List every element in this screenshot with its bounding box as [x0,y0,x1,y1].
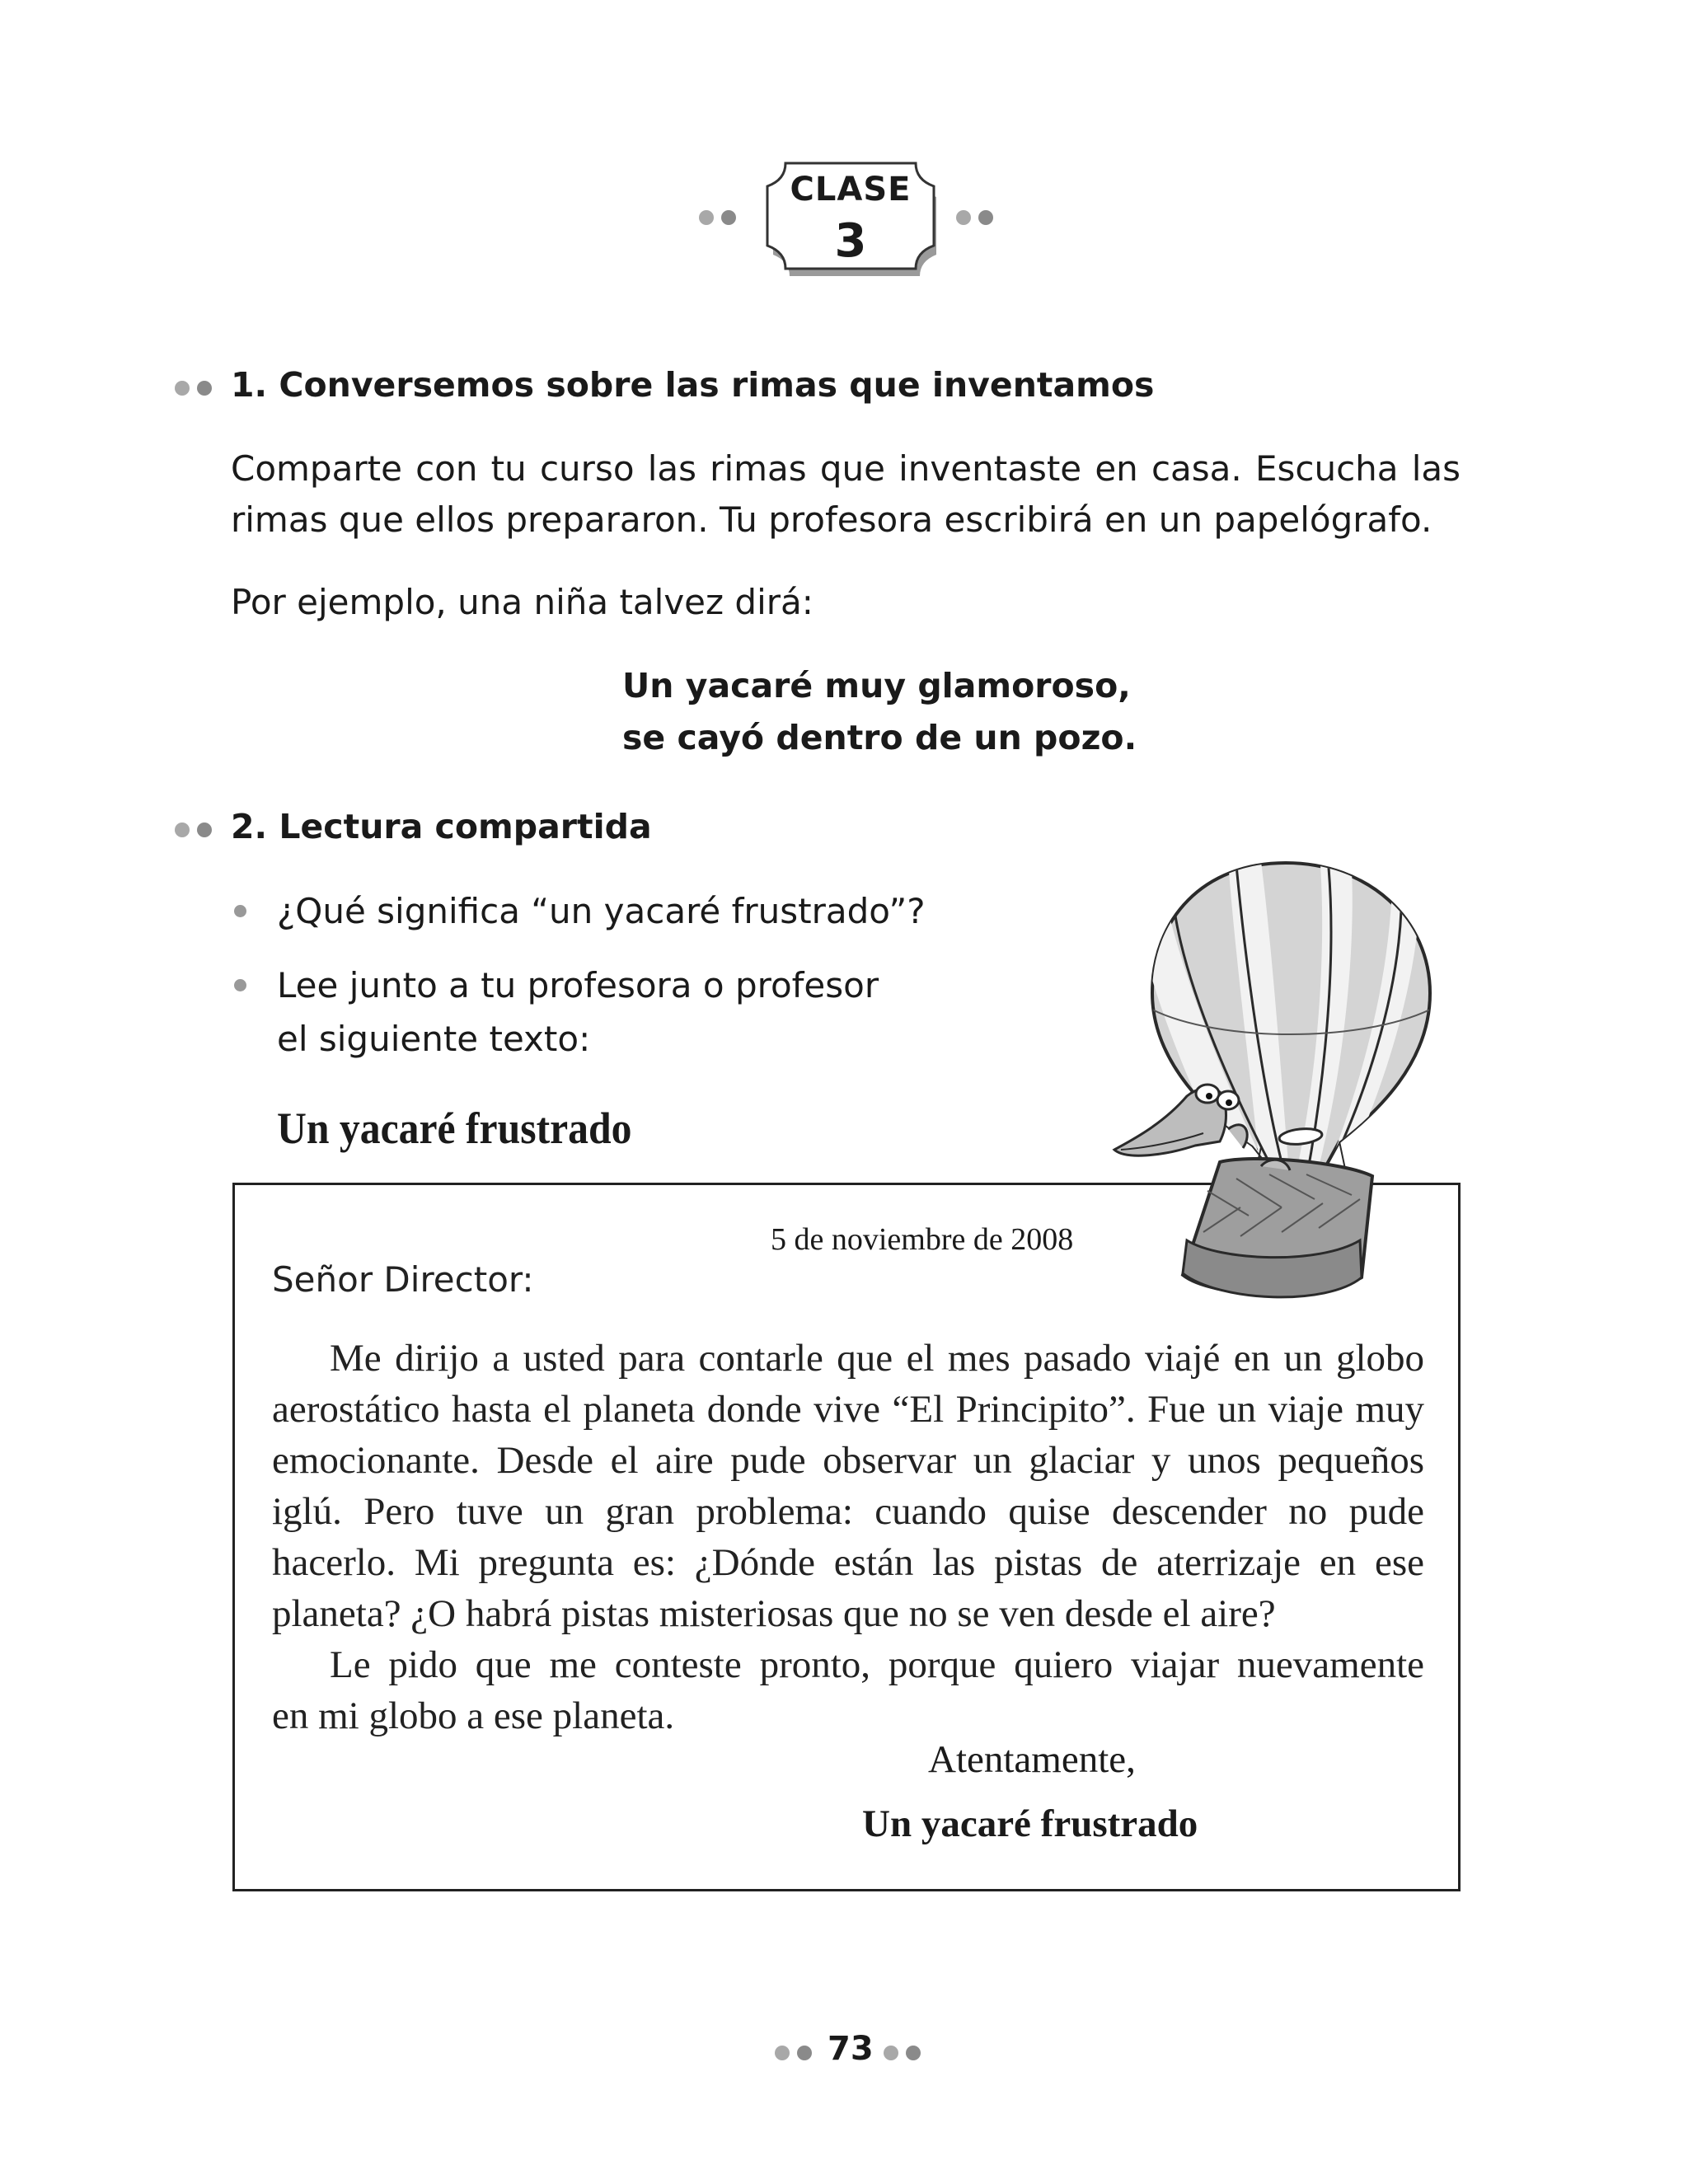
letter-line-6: planeta? ¿O habrá pistas misteriosas que no se ven desde el aire? [272,1592,1276,1635]
poem-line-2: se cayó dentro de un pozo. [622,718,1137,757]
letter-greeting: Señor Director: [272,1259,534,1300]
example-intro: Por ejemplo, una niña talvez dirá: [231,582,814,622]
bullet-instruction-line-2: el siguiente texto: [277,1019,591,1059]
section-bullet-dots [175,823,212,837]
section-1-line-1: Comparte con tu curso las rimas que inventaste en casa. Escucha las [231,448,1461,489]
section-2-heading: 2. Lectura compartida [231,807,652,846]
section-bullet-dots [175,381,212,396]
badge-label: CLASE [790,171,912,209]
text-title: Un yacaré frustrado [277,1104,632,1153]
poem-line-1: Un yacaré muy glamoroso, [622,666,1131,705]
bullet-question: ¿Qué significa “un yacaré frustrado”? [277,891,926,931]
decorative-dots [775,2046,812,2060]
bullet-instruction-line-1: Lee junto a tu profesora o profesor [277,965,879,1005]
letter-line-8: en mi globo a ese planeta. [272,1694,675,1737]
letter-signature: Un yacaré frustrado [862,1802,1198,1845]
letter-line-7: Le pido que me conteste pronto, porque quiero viajar nuevamente [330,1643,1424,1686]
letter-line-5: hacerlo. Mi pregunta es: ¿Dónde están las pistas de aterrizaje en ese [272,1541,1424,1584]
hot-air-balloon-crocodile-icon [1104,853,1467,1310]
letter-line-3: emocionante. Desde el aire pude observar un glaciar y unos pequeños [272,1439,1424,1482]
page-number: 73 [828,2030,874,2068]
letter-closing: Atentamente, [928,1738,1136,1781]
section-1-heading: 1. Conversemos sobre las rimas que inventamos [231,365,1155,405]
letter-line-1: Me dirijo a usted para contarle que el mes pasado viajé en un globo [330,1337,1424,1380]
decorative-dots [956,210,993,225]
bullet-point [234,905,246,917]
letter-date: 5 de noviembre de 2008 [771,1222,1074,1257]
letter-line-2: aerostático hasta el planeta donde vive “El Principito”. Fue un viaje muy [272,1388,1424,1431]
section-1-line-2: rimas que ellos prepararon. Tu profesora escribirá en un papelógrafo. [231,499,1432,540]
badge-number: 3 [834,214,867,268]
decorative-dots [699,210,736,225]
decorative-dots [884,2046,921,2060]
letter-line-4: iglú. Pero tuve un gran problema: cuando quise descender no pude [272,1490,1424,1533]
bullet-point [234,979,246,991]
